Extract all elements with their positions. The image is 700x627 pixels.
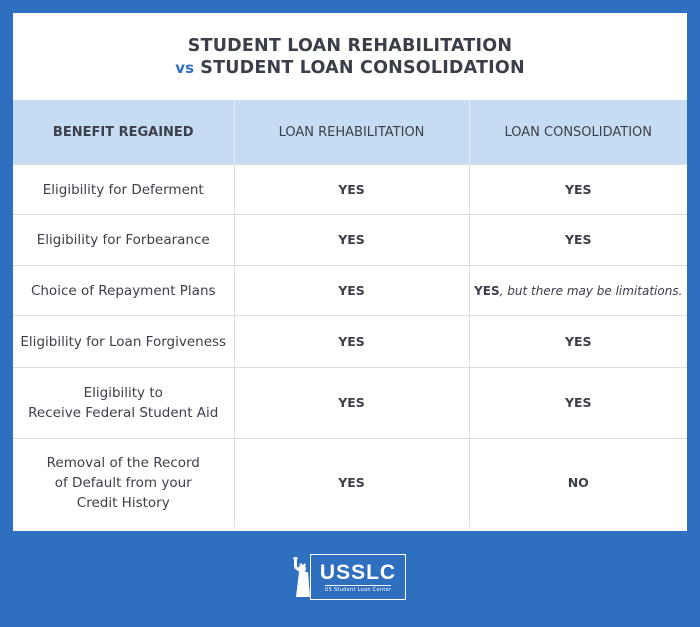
benefit-line: Removal of the Record bbox=[46, 455, 200, 471]
benefit-cell bbox=[13, 368, 234, 439]
header-loan-consolidation: LOAN CONSOLIDATION bbox=[469, 100, 687, 165]
consol-cell: YES bbox=[469, 316, 687, 368]
benefit-cell: Eligibility for Deferment bbox=[13, 165, 234, 215]
brand-logo bbox=[288, 553, 406, 601]
consol-cell: YES bbox=[469, 165, 687, 215]
benefit-cell bbox=[13, 439, 234, 528]
benefit-line: Eligibility to bbox=[83, 385, 163, 401]
table-row bbox=[13, 316, 687, 368]
table-row bbox=[13, 165, 687, 215]
comparison-table bbox=[13, 100, 687, 527]
logo-tagline: US Student Loan Center bbox=[324, 586, 392, 593]
comparison-card bbox=[13, 13, 687, 531]
header-loan-rehabilitation: LOAN REHABILITATION bbox=[234, 100, 469, 165]
rehab-cell: YES bbox=[234, 266, 469, 316]
logo-box bbox=[310, 554, 406, 600]
benefit-cell: Eligibility for Loan Forgiveness bbox=[13, 316, 234, 368]
rehab-cell: YES bbox=[234, 215, 469, 266]
table-row bbox=[13, 439, 687, 528]
page-title bbox=[13, 13, 687, 100]
rehab-cell: YES bbox=[234, 316, 469, 368]
rehab-cell: YES bbox=[234, 439, 469, 528]
table-header-row bbox=[13, 100, 687, 165]
benefit-line: of Default from your bbox=[54, 475, 192, 491]
benefit-line: Receive Federal Student Aid bbox=[28, 405, 219, 421]
table-row bbox=[13, 215, 687, 266]
benefit-cell: Choice of Repayment Plans bbox=[13, 266, 234, 316]
benefit-line: Credit History bbox=[76, 495, 170, 511]
header-benefit-regained: BENEFIT REGAINED bbox=[13, 100, 234, 165]
consol-value: YES bbox=[474, 283, 500, 298]
rehab-cell: YES bbox=[234, 165, 469, 215]
logo-text: USSLC bbox=[319, 560, 397, 584]
title-line-1: STUDENT LOAN REHABILITATION bbox=[187, 35, 513, 56]
consol-cell: YES bbox=[469, 368, 687, 439]
consol-cell bbox=[469, 266, 687, 316]
title-line-2-text: STUDENT LOAN CONSOLIDATION bbox=[200, 57, 525, 78]
table-row bbox=[13, 368, 687, 439]
title-vs: vs bbox=[175, 58, 195, 77]
consol-cell: YES bbox=[469, 215, 687, 266]
benefit-cell: Eligibility for Forbearance bbox=[13, 215, 234, 266]
title-line-2 bbox=[175, 57, 525, 79]
rehab-cell: YES bbox=[234, 368, 469, 439]
table-row bbox=[13, 266, 687, 316]
consol-cell: NO bbox=[469, 439, 687, 528]
consol-note: , but there may be limitations. bbox=[499, 283, 683, 298]
